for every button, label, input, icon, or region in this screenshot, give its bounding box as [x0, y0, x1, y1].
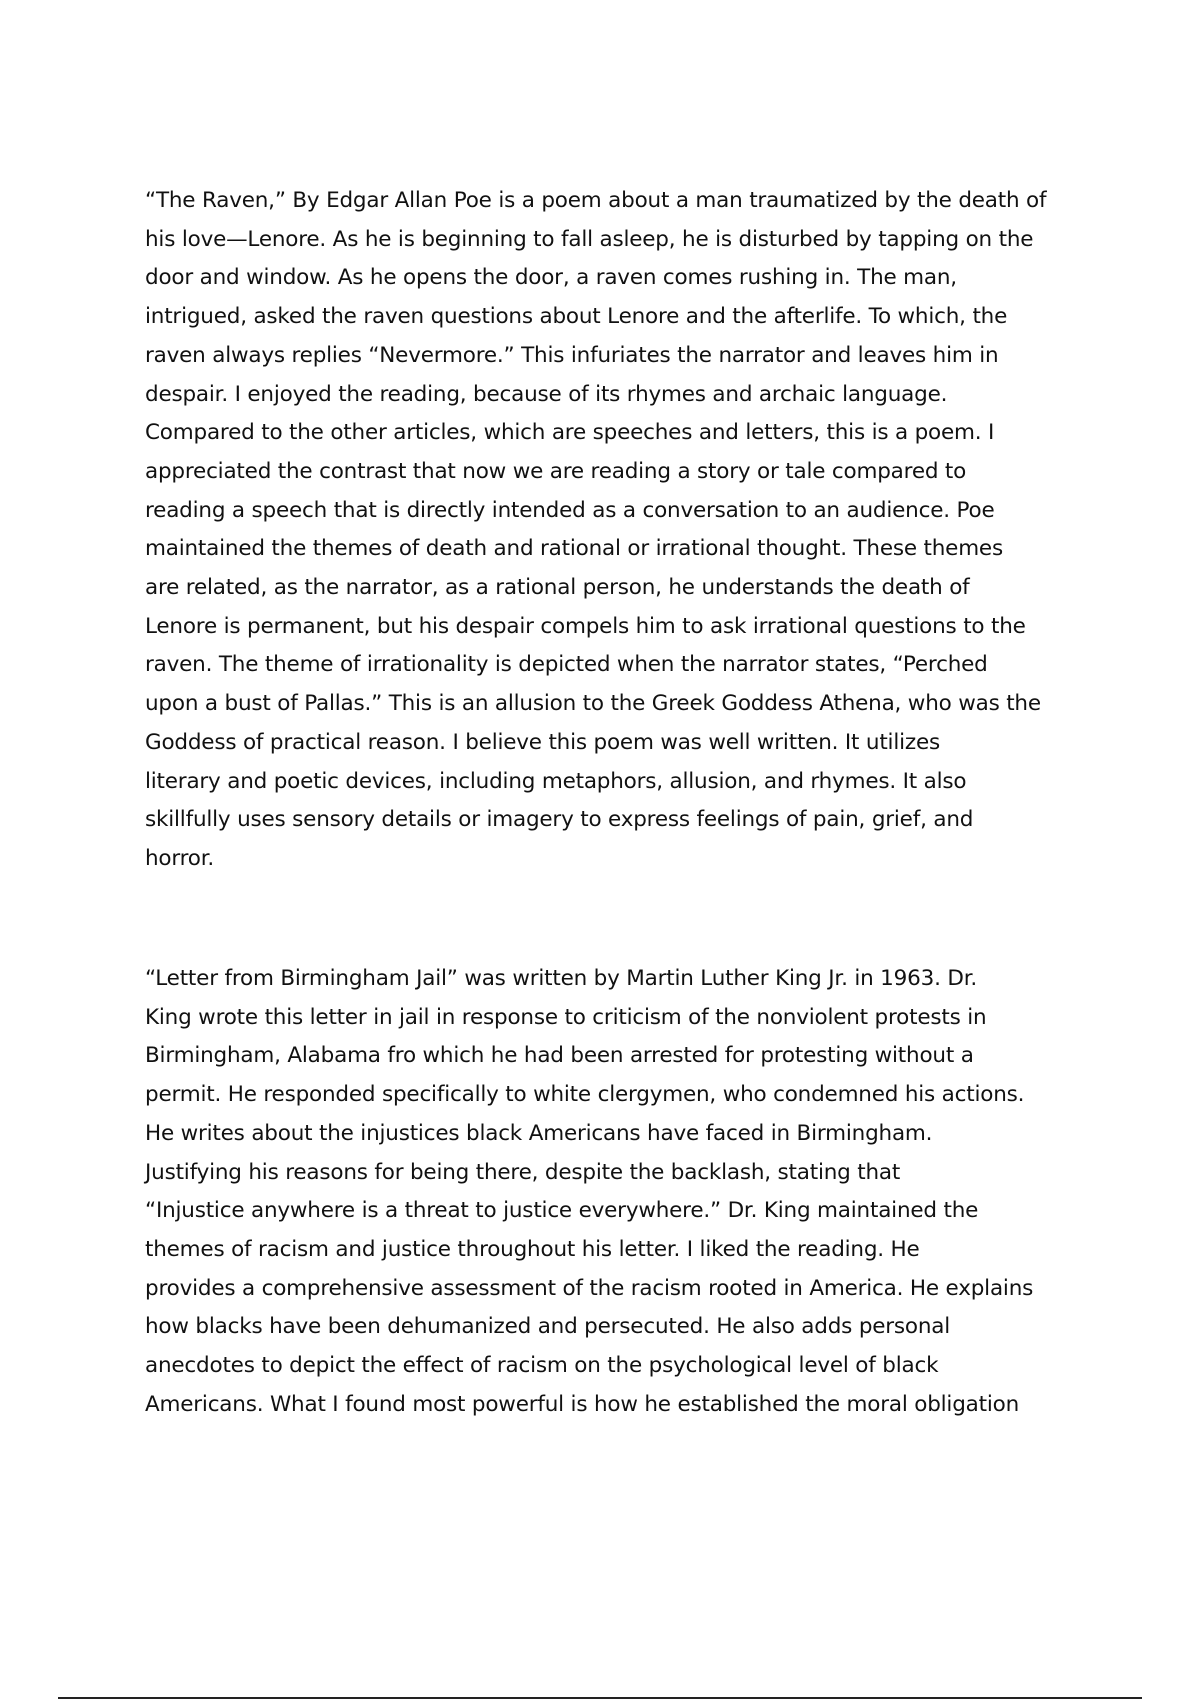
text-line: door and window. As he opens the door, a raven comes rushing in. The man,	[145, 265, 957, 291]
text-line: how blacks have been dehumanized and persecuted. He also adds personal	[145, 1314, 951, 1340]
text-line: maintained the themes of death and rational or irrational thought. These themes	[145, 536, 1003, 562]
text-line: themes of racism and justice throughout his letter. I liked the reading. He	[145, 1236, 920, 1262]
text-line: Compared to the other articles, which are speeches and letters, this is a poem. I	[145, 420, 995, 446]
text-line: Goddess of practical reason. I believe this poem was well written. It utilizes	[145, 729, 940, 755]
text-line: He writes about the injustices black Americans have faced in Birmingham.	[145, 1120, 933, 1146]
page-bottom-rule	[58, 1697, 1142, 1699]
paragraph-letter-from-birmingham-jail	[145, 960, 1095, 1424]
text-line: skillfully uses sensory details or imagery to express feelings of pain, grief, and	[145, 807, 974, 833]
text-line: his love—Lenore. As he is beginning to fall asleep, he is disturbed by tapping on the	[145, 226, 1034, 252]
text-line: Birmingham, Alabama fro which he had been arrested for protesting without a	[145, 1043, 974, 1069]
text-line: anecdotes to depict the effect of racism on the psychological level of black	[145, 1353, 939, 1379]
text-line: provides a comprehensive assessment of the racism rooted in America. He explains	[145, 1275, 1034, 1301]
text-line: literary and poetic devices, including metaphors, allusion, and rhymes. It also	[145, 768, 967, 794]
text-line: are related, as the narrator, as a rational person, he understands the death of	[145, 575, 970, 601]
text-line: appreciated the contrast that now we are reading a story or tale compared to	[145, 458, 967, 484]
paragraph-the-raven	[145, 182, 1095, 879]
text-line: Justifying his reasons for being there, despite the backlash, stating that	[145, 1159, 901, 1185]
text-line: permit. He responded specifically to white clergymen, who condemned his actions.	[145, 1082, 1025, 1108]
text-line: Lenore is permanent, but his despair compels him to ask irrational questions to the	[145, 613, 1026, 639]
text-line: King wrote this letter in jail in response to criticism of the nonviolent protests in	[145, 1004, 987, 1030]
text-line: “Letter from Birmingham Jail” was written by Martin Luther King Jr. in 1963. Dr.	[145, 966, 978, 991]
text-line: raven always replies “Nevermore.” This infuriates the narrator and leaves him in	[145, 342, 999, 368]
text-line: Americans. What I found most powerful is how he established the moral obligation	[145, 1391, 1020, 1417]
text-line: intrigued, asked the raven questions about Lenore and the afterlife. To which, the	[145, 304, 1008, 330]
text-line: reading a speech that is directly intended as a conversation to an audience. Poe	[145, 497, 995, 523]
text-line: “Injustice anywhere is a threat to justice everywhere.” Dr. King maintained the	[145, 1198, 979, 1224]
text-line: upon a bust of Pallas.” This is an allusion to the Greek Goddess Athena, who was the	[145, 691, 1041, 717]
text-line: “The Raven,” By Edgar Allan Poe is a poem about a man traumatized by the death of	[145, 188, 1047, 213]
text-line: raven. The theme of irrationality is depicted when the narrator states, “Perched	[145, 652, 988, 678]
text-line: horror.	[145, 845, 215, 871]
text-line: despair. I enjoyed the reading, because of its rhymes and archaic language.	[145, 381, 948, 407]
